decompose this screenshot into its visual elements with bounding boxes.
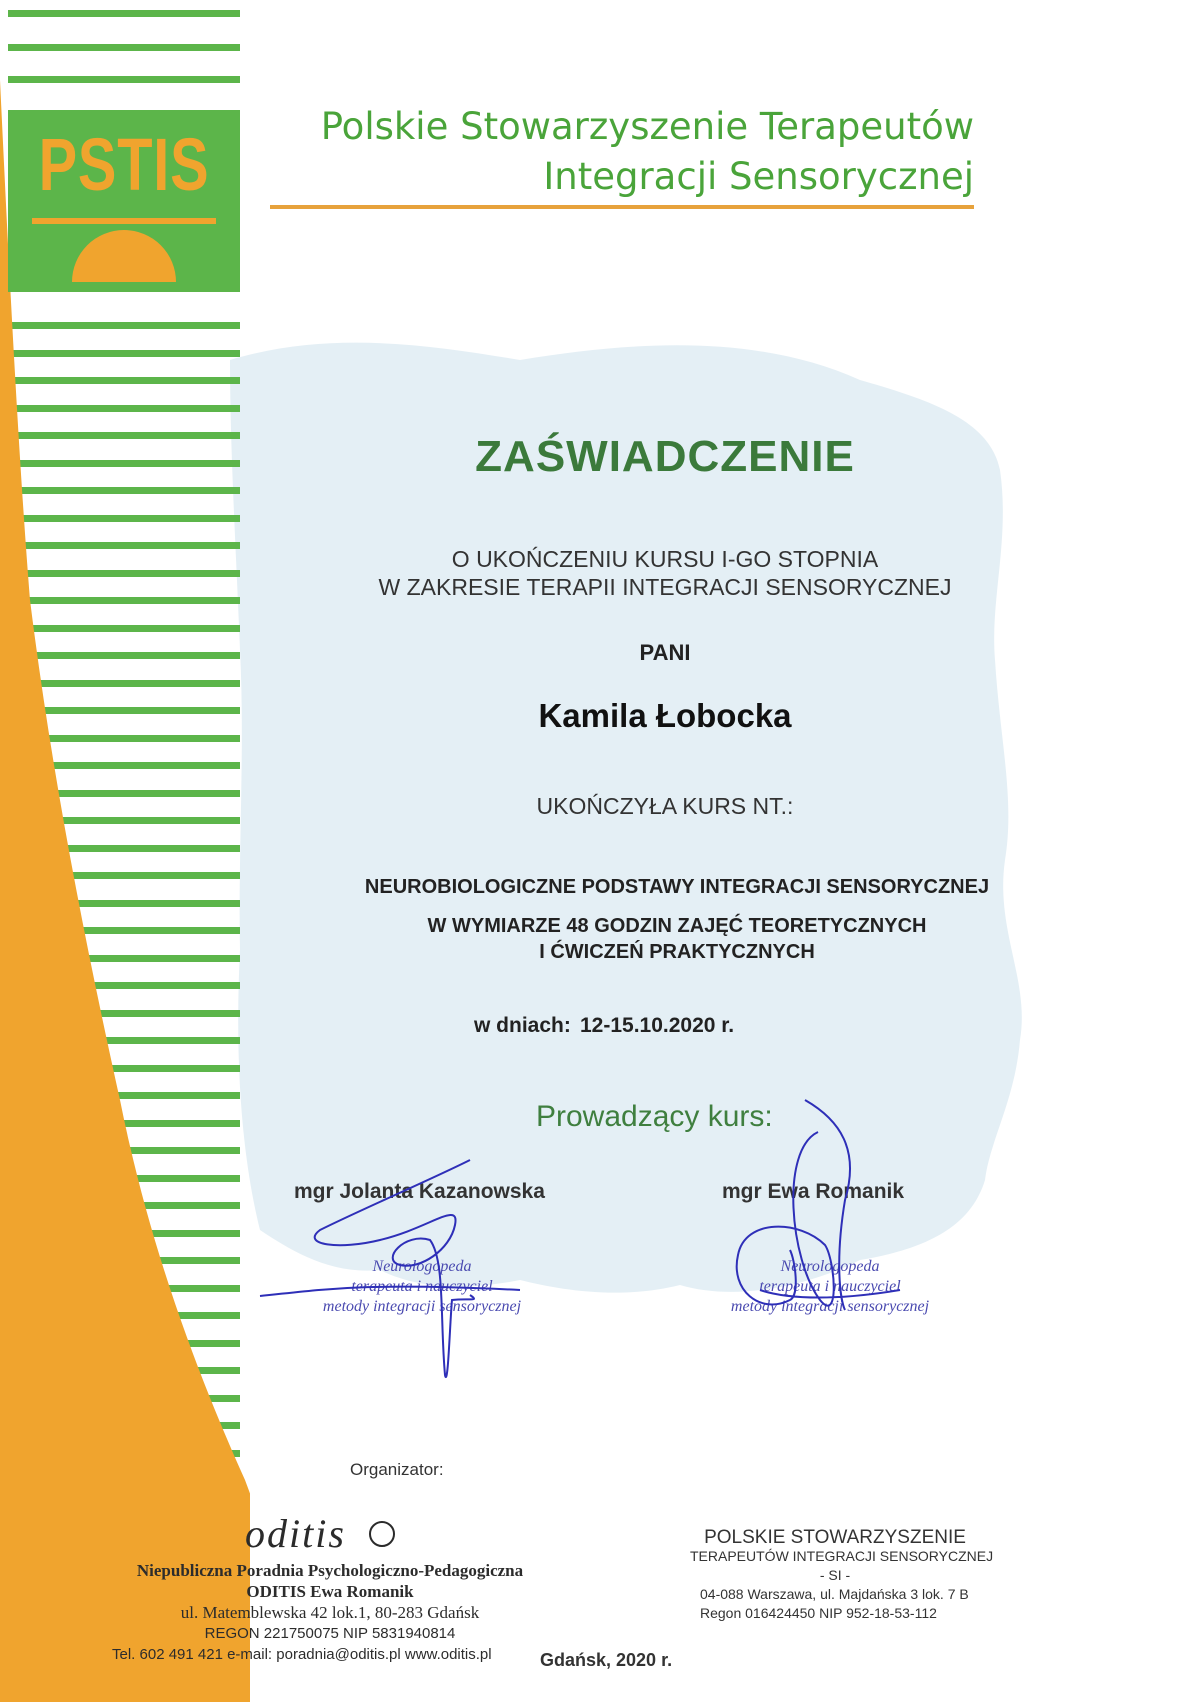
certificate-title: ZAŚWIADCZENIE	[475, 432, 855, 481]
logo-sun-icon	[72, 230, 176, 282]
association-line4: 04-088 Warszawa, ul. Majdańska 3 lok. 7 B	[700, 1586, 969, 1602]
instructors-label: Prowadzący kurs:	[536, 1100, 773, 1133]
instructor-left-name: mgr Jolanta Kazanowska	[294, 1180, 545, 1203]
association-line1: POLSKIE STOWARZYSZENIE	[704, 1527, 966, 1548]
stripe	[8, 460, 240, 467]
stripe	[8, 350, 240, 357]
completed-label: UKOŃCZYŁA KURS NT.:	[536, 793, 794, 819]
organizer-stamp	[112, 1560, 540, 1665]
organizer-line2: ODITIS Ewa Romanik	[246, 1582, 414, 1601]
stripe	[8, 405, 240, 412]
stripe	[8, 652, 240, 659]
pstis-logo	[8, 110, 240, 292]
subtitle-line1: O UKOŃCZENIU KURSU I-GO STOPNIA	[451, 546, 879, 572]
stripe	[8, 515, 240, 522]
org-name-line2: Integracji Sensorycznej	[543, 155, 974, 198]
stripe	[8, 625, 240, 632]
subtitle-line2: W ZAKRESIE TERAPII INTEGRACJI SENSORYCZNEJ	[378, 574, 952, 600]
association-line2: TERAPEUTÓW INTEGRACJI SENSORYCZNEJ	[690, 1548, 994, 1564]
header-divider	[270, 205, 974, 209]
stripe	[8, 377, 240, 384]
recipient-name: Kamila Łobocka	[538, 697, 792, 734]
stripe	[8, 76, 240, 83]
instructor-right-name: mgr Ewa Romanik	[722, 1180, 905, 1203]
stripe	[8, 570, 240, 577]
association-line3: - SI -	[819, 1567, 851, 1583]
dates-value: 12-15.10.2020 r.	[580, 1014, 735, 1037]
logo-bar	[32, 218, 216, 224]
place-date: Gdańsk, 2020 r.	[540, 1650, 673, 1670]
left-stamp-line1: Neurologopeda	[372, 1258, 472, 1275]
pstis-logo-text: PSTIS	[38, 123, 210, 206]
stripe	[8, 487, 240, 494]
stripe	[8, 432, 240, 439]
stripe	[8, 680, 240, 687]
organizer-label: Organizator:	[350, 1460, 444, 1479]
oditis-logo: oditis	[245, 1511, 346, 1556]
association-line5: Regon 016424450 NIP 952-18-53-112	[700, 1605, 937, 1621]
course-line2: W WYMIARZE 48 GODZIN ZAJĘĆ TEORETYCZNYCH	[427, 915, 927, 937]
course-line1: NEUROBIOLOGICZNE PODSTAWY INTEGRACJI SENSORYCZNEJ	[364, 876, 990, 898]
organizer-line4: REGON 221750075 NIP 5831940814	[204, 1625, 456, 1642]
stripe	[8, 10, 240, 17]
stripe	[8, 542, 240, 549]
right-stamp-line1: Neurologopeda	[780, 1258, 880, 1275]
course-line3: I ĆWICZEŃ PRAKTYCZNYCH	[539, 941, 815, 963]
organizer-line5: Tel. 602 491 421 e-mail: poradnia@oditis.pl www.oditis.pl	[112, 1646, 492, 1663]
right-stamp-line2: terapeuta i nauczyciel	[759, 1278, 901, 1295]
stripe	[8, 44, 240, 51]
org-name-line1: Polskie Stowarzyszenie Terapeutów	[320, 105, 974, 148]
association-stamp	[690, 1527, 994, 1623]
organizer-line3: ul. Matemblewska 42 lok.1, 80-283 Gdańsk	[180, 1603, 480, 1622]
organizer-line1: Niepubliczna Poradnia Psychologiczno-Pedagogiczna	[136, 1561, 524, 1580]
stripe	[8, 597, 240, 604]
dates-label: w dniach:	[474, 1014, 571, 1037]
left-stamp-line2: terapeuta i nauczyciel	[351, 1278, 493, 1295]
stripe	[8, 322, 240, 329]
left-stamp-line3: metody integracji sensorycznej	[322, 1298, 522, 1315]
salutation: PANI	[639, 640, 691, 665]
right-stamp-line3: metody integracji sensorycznej	[730, 1298, 930, 1315]
